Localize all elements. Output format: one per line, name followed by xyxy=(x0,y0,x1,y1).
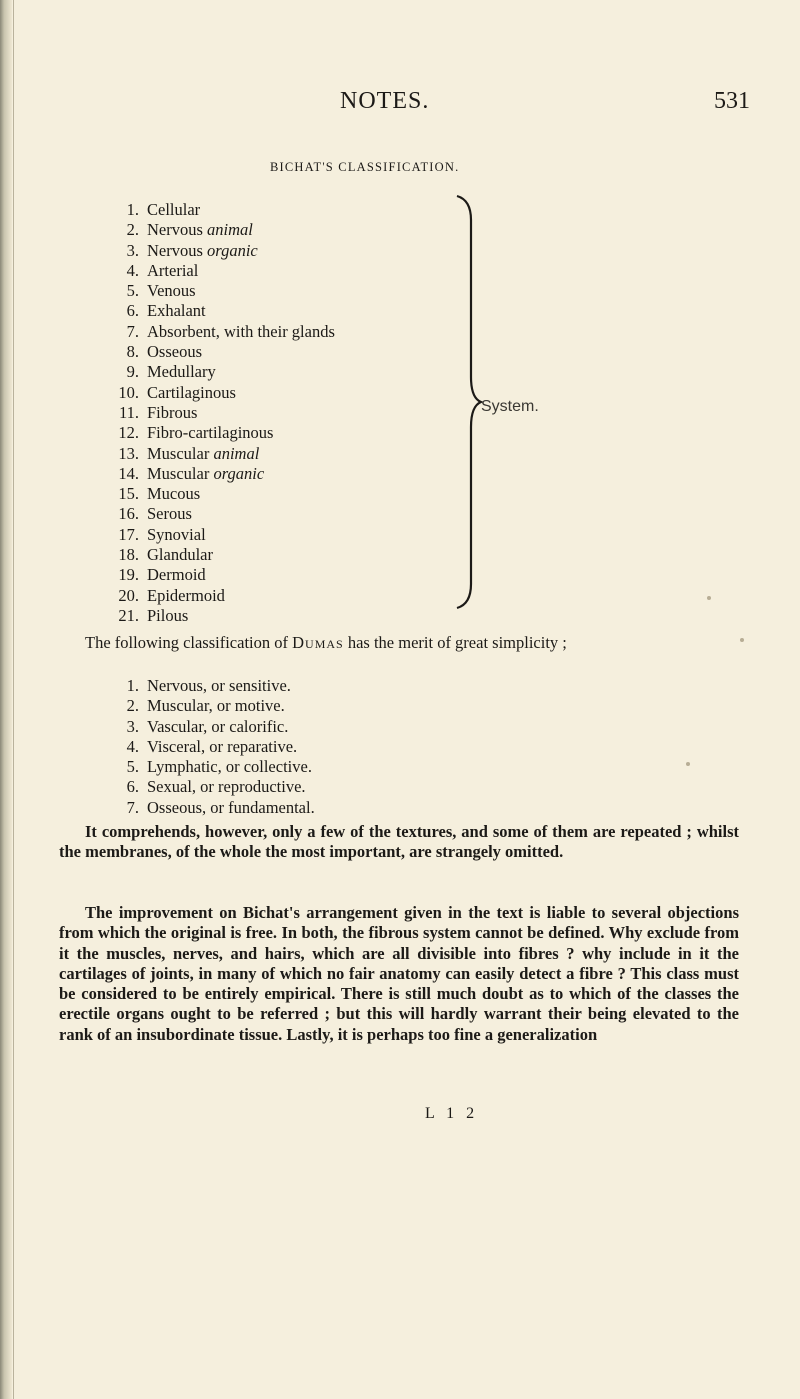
printer-signature-mark: L 1 2 xyxy=(425,1105,479,1122)
dumas-intro-paragraph xyxy=(59,633,739,653)
list-item-text: Glandular xyxy=(147,545,213,565)
list-item xyxy=(105,464,335,484)
list-item-text: Cellular xyxy=(147,200,201,219)
list-item-text: Fibro-cartilaginous xyxy=(147,423,274,443)
bichat-classification-list xyxy=(105,200,335,626)
list-item xyxy=(105,261,335,281)
list-item-number: 10. xyxy=(118,382,139,402)
list-item-number: 17. xyxy=(118,524,139,544)
paper-smudge xyxy=(686,762,690,766)
list-item-qualifier: animal xyxy=(207,220,253,240)
list-item xyxy=(105,362,335,382)
comment-paragraph: It comprehends, however, only a few of the textures, and some of them are repeated ; whilst the membranes, of the whole the most important, are strangely omitted. xyxy=(59,822,739,862)
list-item-text: Medullary xyxy=(147,362,216,382)
list-item-text: Epidermoid xyxy=(147,585,225,605)
list-item xyxy=(105,220,335,240)
list-item-number: 4. xyxy=(126,736,139,756)
list-item-text: Fibrous xyxy=(147,402,198,422)
list-item-number: 11. xyxy=(118,402,139,422)
list-item-text: Nervous xyxy=(147,240,208,260)
list-item xyxy=(105,281,335,301)
list-item-text: Pilous xyxy=(147,605,189,625)
list-item xyxy=(105,545,335,565)
list-item-number: 7. xyxy=(126,797,139,817)
list-item xyxy=(105,504,335,524)
list-item-text: Absorbent, with their glands xyxy=(147,321,335,341)
list-item-text: Mucous xyxy=(147,484,201,504)
intro-after: has the merit of great simplicity ; xyxy=(343,633,567,652)
list-item xyxy=(105,200,335,220)
list-item-number: 15. xyxy=(118,484,139,504)
list-item xyxy=(105,717,315,737)
list-item-text: Nervous xyxy=(147,220,208,240)
intro-before: The following classification of xyxy=(85,633,293,652)
list-item xyxy=(105,798,315,818)
running-head xyxy=(0,88,800,118)
paper-smudge xyxy=(707,596,711,600)
list-item-qualifier: animal xyxy=(213,443,260,463)
list-item-number: 3. xyxy=(126,240,139,260)
list-item-number: 12. xyxy=(118,423,139,443)
list-item-text: Muscular xyxy=(147,443,214,463)
section-title-author: BICHAT'S xyxy=(270,160,334,174)
list-item xyxy=(105,606,335,626)
list-item-text: Muscular xyxy=(147,463,214,483)
list-item xyxy=(105,565,335,585)
list-item-text: Muscular, or motive. xyxy=(147,696,285,716)
page-binding-edge xyxy=(0,0,12,1399)
section-title xyxy=(270,160,459,175)
list-item xyxy=(105,342,335,362)
section-title-rest: CLASSIFICATION. xyxy=(333,160,460,174)
list-item-number: 2. xyxy=(126,220,139,240)
list-item xyxy=(105,383,335,403)
list-item-number: 8. xyxy=(126,342,139,362)
list-item-number: 2. xyxy=(126,696,139,716)
list-item-number: 1. xyxy=(126,676,139,695)
list-item-number: 19. xyxy=(118,565,139,585)
list-item xyxy=(105,444,335,464)
list-item-text: Vascular, or calorific. xyxy=(147,716,289,736)
list-item xyxy=(105,484,335,504)
improvement-paragraph: The improvement on Bichat's arrangement given in the text is liable to several objections from which the original is free. In both, the fibrous system cannot be defined. Why exclude from it the muscles, nerves, and hairs, which are all divisible into fibres ? why include in it the cartilages of joints, in many of which no fair anatomy can easily detect a fibre ? This class must be considered to be entirely empirical. There is still much doubt as to which of the classes the erectile organs ought to be referred ; but this will hardly warrant their being elevated to the rank of an insubordinate tissue. Lastly, it is perhaps too fine a generalization xyxy=(59,903,739,1044)
list-item-number: 6. xyxy=(126,301,139,321)
paper-smudge xyxy=(740,638,744,642)
list-item-number: 4. xyxy=(126,260,139,280)
list-item xyxy=(105,757,315,777)
list-item-number: 5. xyxy=(126,757,139,777)
list-item-number: 16. xyxy=(118,504,139,524)
list-item xyxy=(105,676,315,696)
list-item-number: 14. xyxy=(118,463,139,483)
list-item xyxy=(105,322,335,342)
list-item-text: Osseous, or fundamental. xyxy=(147,797,315,817)
list-item-number: 20. xyxy=(118,585,139,605)
list-item-qualifier: organic xyxy=(213,463,265,483)
list-item xyxy=(105,737,315,757)
list-item-text: Serous xyxy=(147,504,192,524)
list-item-number: 3. xyxy=(126,716,139,736)
list-item-text: Venous xyxy=(147,281,196,301)
list-item-number: 6. xyxy=(126,777,139,797)
list-item-text: Exhalant xyxy=(147,301,206,321)
list-item-text: Synovial xyxy=(147,524,206,544)
list-item xyxy=(105,696,315,716)
list-item-number: 7. xyxy=(126,321,139,341)
list-item-text: Dermoid xyxy=(147,565,206,585)
list-item-text: Cartilaginous xyxy=(147,382,236,402)
list-item-number: 9. xyxy=(126,362,139,382)
list-item xyxy=(105,403,335,423)
list-item xyxy=(105,241,335,261)
list-item-number: 13. xyxy=(118,443,139,463)
running-head-title: NOTES. xyxy=(340,88,430,114)
list-item xyxy=(105,301,335,321)
dumas-classification-list xyxy=(105,676,315,818)
list-item-text: Visceral, or reparative. xyxy=(147,736,298,756)
list-item-text: Arterial xyxy=(147,260,199,280)
author-name: Dumas xyxy=(292,633,344,652)
page-binding-line xyxy=(13,0,14,1399)
list-item-number: 1. xyxy=(126,200,139,219)
list-item-text: Osseous xyxy=(147,342,203,362)
brace-label: System. xyxy=(481,398,539,415)
list-item xyxy=(105,586,335,606)
list-item xyxy=(105,423,335,443)
list-item-qualifier: organic xyxy=(207,240,258,260)
list-item-text: Nervous, or sensitive. xyxy=(147,676,291,695)
list-item-number: 21. xyxy=(118,605,139,625)
page-number: 531 xyxy=(714,88,750,114)
list-item xyxy=(105,777,315,797)
list-item-text: Sexual, or reproductive. xyxy=(147,777,306,797)
list-item-text: Lymphatic, or collective. xyxy=(147,757,312,777)
list-item-number: 18. xyxy=(118,545,139,565)
list-item-number: 5. xyxy=(126,281,139,301)
list-item xyxy=(105,525,335,545)
